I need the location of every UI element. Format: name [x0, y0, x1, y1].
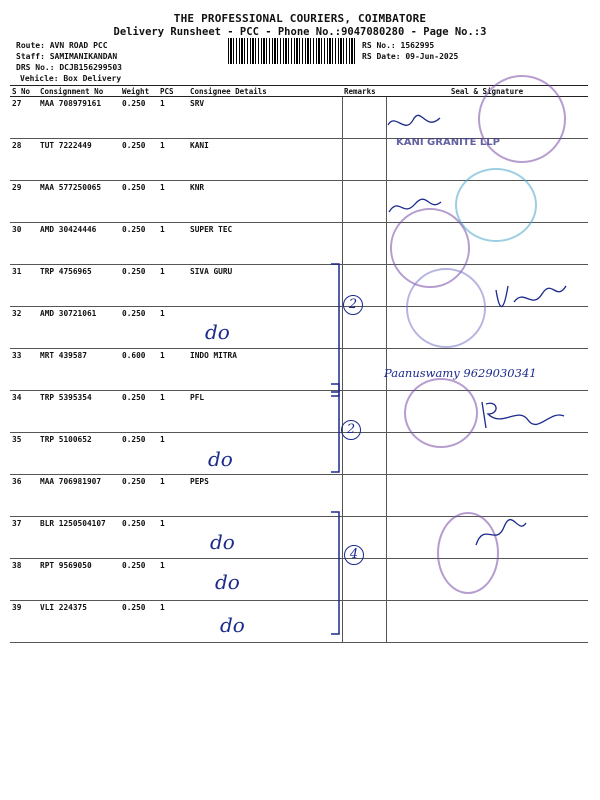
- cell-pcs: 1: [158, 391, 188, 433]
- cell-weight: 0.250: [120, 601, 158, 643]
- cell-remarks: [342, 139, 386, 181]
- round-seal-stamp: [406, 268, 486, 348]
- cell-pcs: 1: [158, 223, 188, 265]
- cell-sno: 27: [10, 97, 38, 139]
- table-row: [10, 475, 588, 517]
- ditto-mark: do: [205, 320, 230, 344]
- cell-sno: 31: [10, 265, 38, 307]
- cell-pcs: 1: [158, 433, 188, 475]
- cell-sno: 28: [10, 139, 38, 181]
- cell-weight: 0.250: [120, 139, 158, 181]
- rs-no: RS No.: 1562995: [362, 41, 435, 50]
- rs-date: RS Date: 09-Jun-2025: [362, 52, 459, 61]
- col-weight: Weight: [120, 86, 158, 97]
- cell-weight: 0.250: [120, 181, 158, 223]
- signature: [490, 280, 570, 320]
- company-stamp-text: KANI GRANITE LLP: [396, 137, 501, 148]
- cell-consignee: [188, 601, 342, 643]
- cell-pcs: 1: [158, 475, 188, 517]
- handwritten-phone-note: Paanuswamy 9629030341: [384, 366, 537, 380]
- col-remarks: Remarks: [342, 86, 386, 97]
- cell-weight: 0.250: [120, 265, 158, 307]
- cell-consignee: KNR: [188, 181, 342, 223]
- col-consignee: Consignee Details: [188, 86, 342, 97]
- cell-consignee: SIVA GURU: [188, 265, 342, 307]
- cell-pcs: 1: [158, 517, 188, 559]
- cell-weight: 0.600: [120, 349, 158, 391]
- cell-consignee: INDO MITRA: [188, 349, 342, 391]
- route: Route: AVN ROAD PCC: [16, 41, 108, 50]
- cell-sno: 39: [10, 601, 38, 643]
- cell-weight: 0.250: [120, 559, 158, 601]
- cell-weight: 0.250: [120, 223, 158, 265]
- cell-consignee: [188, 559, 342, 601]
- cell-weight: 0.250: [120, 307, 158, 349]
- cell-consignment: AMD 30424446: [38, 223, 120, 265]
- cell-consignment: VLI 224375: [38, 601, 120, 643]
- ditto-mark: do: [208, 447, 233, 471]
- cell-pcs: 1: [158, 349, 188, 391]
- cell-weight: 0.250: [120, 97, 158, 139]
- cell-consignment: TRP 5395354: [38, 391, 120, 433]
- col-seal: Seal & Signature: [386, 86, 588, 97]
- remark-count-mark: 4: [344, 545, 364, 565]
- signature: [385, 192, 445, 222]
- cell-consignment: MRT 439587: [38, 349, 120, 391]
- cell-weight: 0.250: [120, 475, 158, 517]
- cell-consignment: BLR 1250504107: [38, 517, 120, 559]
- signature: [478, 398, 568, 432]
- cell-consignment: MAA 706981907: [38, 475, 120, 517]
- cell-pcs: 1: [158, 265, 188, 307]
- cell-sno: 29: [10, 181, 38, 223]
- cell-sno: 35: [10, 433, 38, 475]
- table-row: [10, 433, 588, 475]
- rs-info: [362, 40, 458, 62]
- ditto-mark: do: [215, 570, 240, 594]
- col-pcs: PCS: [158, 86, 188, 97]
- cell-pcs: 1: [158, 307, 188, 349]
- cell-weight: 0.250: [120, 391, 158, 433]
- cell-consignee: PEPS: [188, 475, 342, 517]
- cell-consignment: MAA 577250065: [38, 181, 120, 223]
- cell-pcs: 1: [158, 181, 188, 223]
- cell-remarks: [342, 97, 386, 139]
- cell-sno: 37: [10, 517, 38, 559]
- company-title: THE PROFESSIONAL COURIERS, COIMBATORE: [173, 12, 427, 25]
- route-info: [16, 40, 122, 84]
- round-seal-stamp: [455, 168, 537, 242]
- cell-sno: 32: [10, 307, 38, 349]
- vehicle: Vehicle: Box Delivery: [20, 74, 122, 83]
- cell-pcs: 1: [158, 559, 188, 601]
- cell-consignee: SUPER TEC: [188, 223, 342, 265]
- cell-weight: 0.250: [120, 433, 158, 475]
- cell-consignment: AMD 30721061: [38, 307, 120, 349]
- table-row: [10, 559, 588, 601]
- ditto-mark: do: [220, 613, 245, 637]
- barcode: [228, 38, 356, 64]
- remark-count-mark: 2: [343, 295, 363, 315]
- cell-consignee: KANI: [188, 139, 342, 181]
- cell-sno: 36: [10, 475, 38, 517]
- cell-consignment: RPT 9569050: [38, 559, 120, 601]
- signature: [385, 110, 445, 140]
- cell-remarks: [342, 181, 386, 223]
- remarks-brackets: [325, 262, 355, 637]
- col-sno: S No: [10, 86, 38, 97]
- cell-sno: 30: [10, 223, 38, 265]
- cell-weight: 0.250: [120, 517, 158, 559]
- round-seal-stamp: [404, 378, 478, 448]
- cell-pcs: 1: [158, 139, 188, 181]
- cell-remarks: [342, 223, 386, 265]
- table-row: [10, 601, 588, 643]
- remark-count-mark: 2: [341, 420, 361, 440]
- cell-consignee: PFL: [188, 391, 342, 433]
- cell-sno: 34: [10, 391, 38, 433]
- cell-pcs: 1: [158, 601, 188, 643]
- round-seal-stamp: [478, 75, 566, 163]
- cell-consignment: TRP 4756965: [38, 265, 120, 307]
- cell-consignment: TUT 7222449: [38, 139, 120, 181]
- cell-seal: [386, 601, 588, 643]
- cell-sno: 38: [10, 559, 38, 601]
- staff: Staff: SAMIMANIKANDAN: [16, 52, 118, 61]
- signature: [470, 515, 530, 555]
- cell-consignment: MAA 708979161: [38, 97, 120, 139]
- cell-pcs: 1: [158, 97, 188, 139]
- col-consignment: Consignment No: [38, 86, 120, 97]
- cell-seal: [386, 475, 588, 517]
- runsheet-subtitle: Delivery Runsheet - PCC - Phone No.:9047080280 - Page No.:3: [113, 26, 487, 38]
- cell-consignee: SRV: [188, 97, 342, 139]
- ditto-mark: do: [210, 530, 235, 554]
- cell-consignment: TRP 5100652: [38, 433, 120, 475]
- drs-no: DRS No.: DCJB156299503: [16, 63, 122, 72]
- cell-sno: 33: [10, 349, 38, 391]
